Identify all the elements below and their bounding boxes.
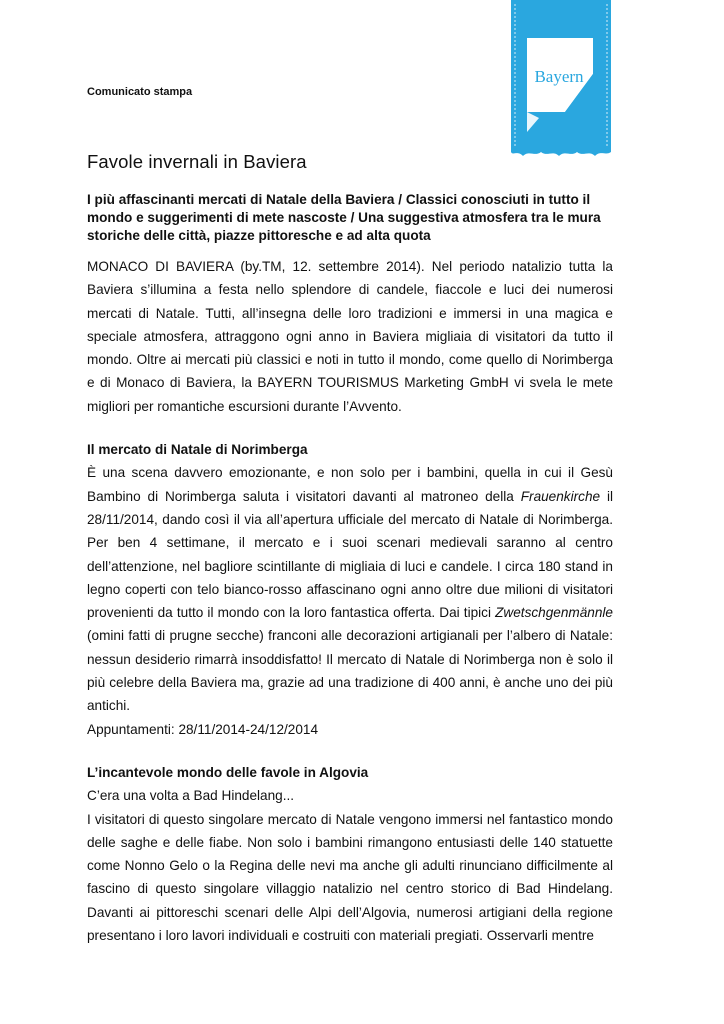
logo-registered-mark: ® xyxy=(593,70,598,76)
logo-wordmark: Bayern xyxy=(534,67,584,86)
article-body xyxy=(87,191,613,947)
section-heading-algovia: L’incantevole mondo delle favole in Algovia xyxy=(87,764,369,780)
lead-paragraph: I più affascinanti mercati di Natale della Baviera / Classici conosciuti in tutto il mondo e suggerimenti di mete nascoste / Una suggestiva atmosfera tra le mura storiche delle città, piazze pittoresche e ad alta quota xyxy=(87,192,601,243)
bayern-logo xyxy=(509,0,613,160)
section-paragraph-norimberga: È una scena davvero emozionante, e non solo per i bambini, quella in cui il Gesù Bambino di Norimberga saluta i visitatori davanti al matroneo della Frauenkirche il 28/11/2014, dando così il via all’apertura ufficiale del mercato di Natale di Norimberga. Per ben 4 settimane, il mercato e i suoi scenari medievali saranno al centro dell’attenzione, nel bagliore scintillante di migliaia di luci e candele. I circa 180 stand in legno coperti con telo bianco-rosso affascinano ogni anno oltre due milioni di visitatori provenienti da tutto il mondo con la loro fantastica offerta. Dai tipici Zwetschgenmännle (omini fatti di prugne secche) franconi alle decorazioni artigianali per l’albero di Natale: nessun desiderio rimarrà insoddisfatto! Il mercato di Natale di Norimberga non è solo il più celebre della Baviera ma, grazie ad una tradizione di 400 anni, è anche uno dei più antichi. xyxy=(87,465,613,714)
intro-paragraph: MONACO DI BAVIERA (by.TM, 12. settembre 2014). Nel periodo natalizio tutta la Baviera s’illumina a festa nello splendore di candele, fiaccole e luci dei numerosi mercati di Natale. Tutti, all’insegna delle loro tradizioni e immersi in una magica e speciale atmosfera, attraggono ogni anno in Baviera migliaia di visitatori da tutto il mondo. Oltre ai mercati più classici e noti in tutto il mondo, come quello di Norimberga e di Monaco di Baviera, la BAYERN TOURISMUS Marketing GmbH vi svela le mete migliori per romantiche escursioni durante l’Avvento. xyxy=(87,259,613,414)
section-subline-algovia: C’era una volta a Bad Hindelang... xyxy=(87,788,295,804)
section-heading-norimberga: Il mercato di Natale di Norimberga xyxy=(87,442,308,458)
italic-term: Frauenkirche xyxy=(520,488,601,504)
document-kicker: Comunicato stampa xyxy=(87,86,193,98)
italic-term: Zwetschgenmännle xyxy=(495,605,613,621)
page-title: Favole invernali in Baviera xyxy=(87,151,307,172)
appointments-line: Appuntamenti: 28/11/2014-24/12/2014 xyxy=(87,721,319,737)
section-paragraph-algovia: I visitatori di questo singolare mercato di Natale vengono immersi nel fantastico mondo delle saghe e delle fiabe. Non solo i bambini rimangono entusiasti delle 140 statuette come Nonno Gelo o la Regina delle nevi ma anche gli adulti rinunciano difficilmente al fascino di questo singolare villaggio natalizio nel centro storico di Bad Hindelang. Davanti ai pittoreschi scenari delle Alpi dell’Algovia, numerosi artigiani della regione presentano i loro lavori individuali e costruiti con materiali pregiati. Osservarli mentre xyxy=(87,811,613,944)
